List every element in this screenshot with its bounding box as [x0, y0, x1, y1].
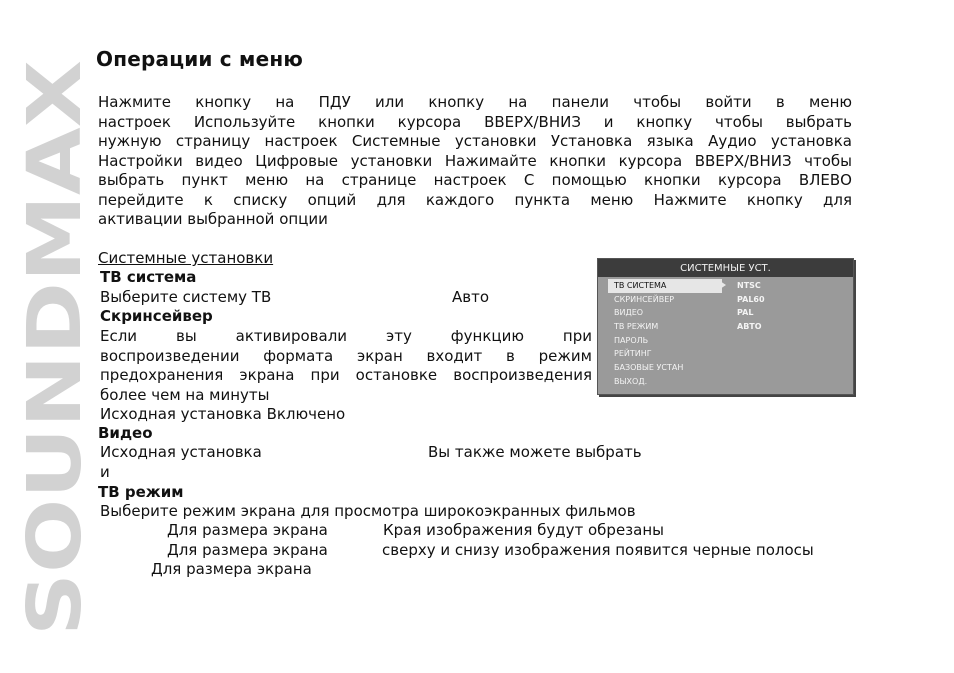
osd-option[interactable]: NTSC — [737, 281, 761, 290]
osd-menu-item-exit[interactable]: ВЫХОД. — [614, 376, 648, 386]
osd-menu-panel — [597, 258, 854, 395]
tv-mode-option-label: Для размера экрана — [151, 560, 312, 578]
tv-mode-option-desc: сверху и снизу изображения появится черные полосы — [382, 541, 814, 559]
intro-line: настроек Используйте кнопки курсора ВВЕРХ/ВНИЗ и кнопку чтобы выбрать — [98, 112, 852, 131]
tv-mode-option-desc: Края изображения будут обрезаны — [383, 521, 664, 539]
svg-text:SOUNDMAX: SOUNDMAX — [12, 148, 98, 636]
osd-menu-item-video[interactable]: ВИДЕО — [614, 308, 644, 318]
screensaver-line: Если вы активировали эту функцию при — [100, 327, 592, 345]
tv-mode-option-label: Для размера экрана — [167, 521, 328, 539]
video-heading: Видео — [98, 424, 153, 442]
tv-system-heading: ТВ система — [100, 268, 197, 286]
page-title: Операции с меню — [96, 47, 304, 71]
tv-system-value: Авто — [452, 288, 490, 306]
tv-system-text: Выберите систему ТВ — [100, 288, 272, 306]
screensaver-line: предохранения экрана при остановке воспроизведения — [100, 366, 592, 384]
osd-menu-item-screensaver[interactable]: СКРИНСЕЙВЕР — [614, 294, 675, 304]
intro-paragraph — [98, 93, 852, 230]
video-also-text: Вы также можете выбрать — [428, 443, 642, 461]
section-title: Системные установки — [98, 249, 274, 267]
video-and-text: и — [100, 463, 110, 481]
osd-menu-item-password[interactable]: ПАРОЛЬ — [614, 335, 649, 345]
screensaver-default: Исходная установка Включено — [100, 405, 346, 423]
osd-menu-item-rating[interactable]: РЕЙТИНГ — [614, 349, 652, 359]
tv-mode-text: Выберите режим экрана для просмотра широкоэкранных фильмов — [100, 502, 636, 520]
intro-line: нужную страницу настроек Системные установки Установка языка Аудио установка — [98, 132, 852, 150]
brand-logo — [12, 58, 98, 638]
osd-menu-item-tv-system[interactable]: ТВ СИСТЕМА — [608, 279, 722, 293]
screensaver-line: более чем на минуты — [100, 385, 270, 404]
osd-menu-item-default[interactable]: БАЗОВЫЕ УСТАН — [614, 363, 684, 373]
intro-line: перейдите к списку опций для каждого пункта меню Нажмите кнопку для — [98, 190, 852, 209]
osd-option[interactable]: PAL60 — [737, 294, 765, 304]
intro-line: Нажмите кнопку на ПДУ или кнопку на панели чтобы войти в меню — [98, 93, 852, 111]
screensaver-text — [100, 327, 592, 405]
osd-menu-item-tv-mode[interactable]: ТВ РЕЖИМ — [614, 322, 659, 332]
osd-option[interactable]: PAL — [737, 308, 754, 318]
osd-option[interactable]: АВТО — [737, 322, 762, 332]
intro-line: выбрать пункт меню на странице настроек С помощью кнопки курсора ВЛЕВО — [98, 171, 852, 189]
screensaver-line: воспроизведении формата экран входит в режим — [100, 346, 592, 365]
intro-line: активации выбранной опции — [98, 210, 328, 228]
screensaver-heading: Скринсейвер — [100, 307, 213, 325]
osd-options-list — [737, 279, 765, 334]
osd-menu-list — [608, 279, 722, 389]
tv-mode-heading: ТВ режим — [98, 483, 184, 501]
tv-mode-option-label: Для размера экрана — [167, 541, 328, 559]
triangle-right-icon — [720, 281, 726, 289]
intro-line: Настройки видео Цифровые установки Нажимайте кнопки курсора ВВЕРХ/ВНИЗ чтобы — [98, 151, 852, 170]
osd-menu-title: СИСТЕМНЫЕ УСТ. — [598, 259, 853, 277]
video-default-label: Исходная установка — [100, 443, 262, 461]
